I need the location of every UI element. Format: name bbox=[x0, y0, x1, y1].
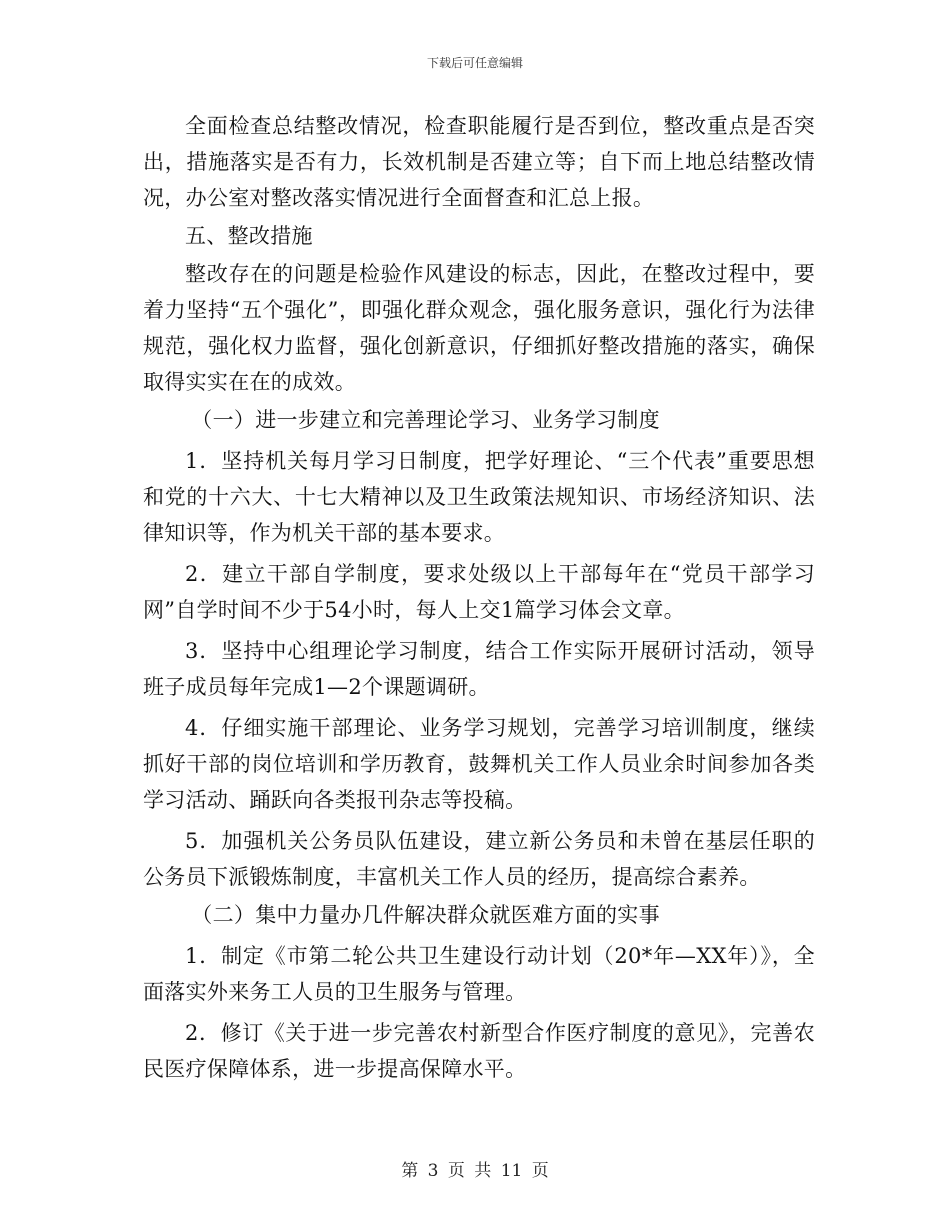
section-heading-rectification-measures: 五、整改措施 bbox=[185, 224, 313, 248]
list-item-3-central-group: 3．坚持中心组理论学习制度，结合工作实际开展研讨活动，领导班子成员每年完成1—2个课题调研。 bbox=[143, 639, 815, 699]
document-body bbox=[143, 108, 815, 1087]
page-header: 下载后可任意编辑 bbox=[426, 56, 523, 70]
subheading-study-system: （一）进一步建立和完善理论学习、业务学习制度 bbox=[191, 408, 660, 432]
list-item-2-rural-medical: 2．修订《关于进一步完善农村新型合作医疗制度的意见》，完善农民医疗保障体系，进一步提高保障水平。 bbox=[143, 1021, 815, 1081]
paragraph-five-strengthen: 整改存在的问题是检验作风建设的标志，因此，在整改过程中，要着力坚持“五个强化”，即强化群众观念，强化服务意识，强化行为法律规范，强化权力监督，强化创新意识，仔细抓好整改措施的落实，确保取得实实在在的成效。 bbox=[143, 262, 815, 394]
list-item-2-self-study: 2．建立干部自学制度，要求处级以上干部每年在“党员干部学习网”自学时间不少于54小时，每人上交1篇学习体会文章。 bbox=[143, 562, 815, 622]
subheading-medical-access: （二）集中力量办几件解决群众就医难方面的实事 bbox=[191, 903, 660, 927]
paragraph-summary: 全面检查总结整改情况，检查职能履行是否到位，整改重点是否突出，措施落实是否有力，长效机制是否建立等；自下而上地总结整改情况，办公室对整改落实情况进行全面督查和汇总上报。 bbox=[143, 114, 815, 210]
list-item-4-training-plan: 4．仔细实施干部理论、业务学习规划，完善学习培训制度，继续抓好干部的岗位培训和学历教育，鼓舞机关工作人员业余时间参加各类学习活动、踊跃向各类报刊杂志等投稿。 bbox=[143, 716, 815, 812]
page-footer: 第 3 页 共 11 页 bbox=[401, 1161, 549, 1181]
list-item-1-health-plan: 1．制定《市第二轮公共卫生建设行动计划（20*年—XX年）》，全面落实外来务工人员的卫生服务与管理。 bbox=[143, 944, 815, 1004]
list-item-1-monthly-study: 1．坚持机关每月学习日制度，把学好理论、“三个代表”重要思想和党的十六大、十七大精神以及卫生政策法规知识、市场经济知识、法律知识等，作为机关干部的基本要求。 bbox=[143, 449, 815, 545]
list-item-5-civil-servants: 5．加强机关公务员队伍建设，建立新公务员和未曾在基层任职的公务员下派锻炼制度，丰富机关工作人员的经历，提高综合素养。 bbox=[143, 829, 815, 889]
